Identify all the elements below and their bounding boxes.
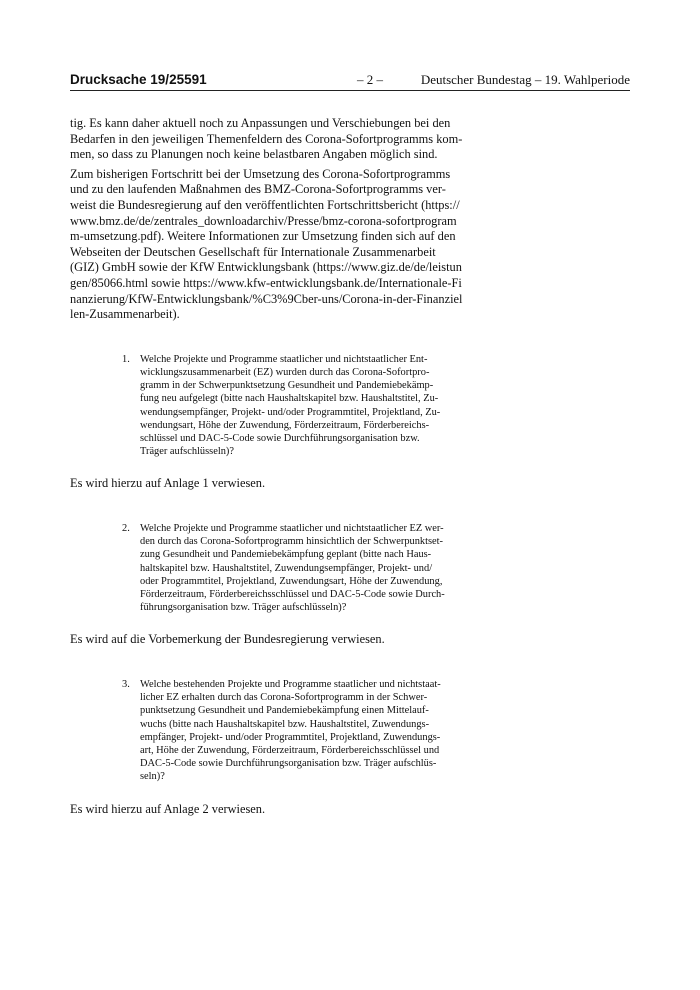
question-text: Welche Projekte und Programme staatlicher und nichtstaatlicher EZ wer- den durch das Corona-Sofortprogramm hinsichtlich der Schwerpunktset- zung Gesundheit und Pandemiebekämpfung geplant (bitte nach Haus- haltskapitel bzw. Haushaltstitel, Zuwendungsempfänger, Projekt- und/ oder Programmtitel, Projektland, Zuwendungsart, Höhe der Zuwendung, Förderzeitraum, Förderbereichsschlüssel und DAC-5-Code sowie Durch- führungsorganisation bzw. Träger aufschlüsseln)? bbox=[140, 522, 445, 614]
question-number: 3. bbox=[122, 678, 130, 690]
page-header bbox=[70, 72, 630, 88]
question-number: 2. bbox=[122, 522, 130, 534]
question-number: 1. bbox=[122, 353, 130, 365]
header-rule bbox=[70, 90, 630, 91]
document-label: Drucksache 19/ bbox=[70, 72, 170, 87]
document-body bbox=[70, 116, 474, 817]
answer-3: Es wird hierzu auf Anlage 2 verwiesen. bbox=[70, 801, 266, 816]
body-paragraph-2: Zum bisherigen Fortschritt bei der Umsetzung des Corona-Sofortprogramms und zu den laufenden Maßnahmen des BMZ-Corona-Sofortprogramms ver- weist die Bundesregierung auf den veröffentlichten Fortschrittsbericht (https:// www.bmz.de/de/zentrales_downloadarchiv/Presse/bmz-corona-sofortprogram m-umsetzung.pdf). Weitere Informationen zur Umsetzung finden sich auf den Webseiten der Deutschen Gesellschaft für Internationale Zusammenarbeit (GIZ) GmbH sowie der KfW Entwicklungsbank (https://www.giz.de/de/leistun gen/85066.html sowie https://www.kfw-entwicklungsbank.de/Internationale-Fi nanzierung/KfW-Entwicklungsbank/%C3%9Cber-uns/Corona-in-der-Finanziel len-Zusammenarbeit). bbox=[70, 166, 463, 322]
parliament-label: Deutscher Bundestag – 19. Wahlperiode bbox=[420, 72, 630, 87]
page-number: – 2 – bbox=[357, 72, 383, 87]
question-text: Welche Projekte und Programme staatlicher und nichtstaatlicher Ent- wicklungszusammenarbeit (EZ) wurden durch das Corona-Sofortpro- gramm in der Schwerpunktsetzung Gesundheit und Pandemiebekämp- fung neu aufgelegt (bitte nach Haushaltskapitel bzw. Haushaltstitel, Zu- wendungsempfänger, Projekt- und/oder Programmtitel, Projektland, Zu- wendungsart, Höhe der Zuwendung, Förderzeitraum, Förderbereichs- schlüssel und DAC-5-Code sowie Durchführungsorganisation bzw. Träger aufschlüsseln)? bbox=[140, 353, 441, 458]
document-number: 25591 bbox=[169, 72, 207, 87]
question-2 bbox=[122, 522, 474, 614]
answer-2: Es wird auf die Vorbemerkung der Bundesregierung verwiesen. bbox=[70, 632, 385, 647]
question-3 bbox=[122, 678, 474, 784]
document-id bbox=[70, 72, 207, 87]
question-1 bbox=[122, 353, 474, 459]
body-paragraph-1: tig. Es kann daher aktuell noch zu Anpassungen und Verschiebungen bei den Bedarfen in den jeweiligen Themenfeldern des Corona-Sofortprogramms kom- men, so dass zu Planungen noch keine belastbaren Angaben möglich sind. bbox=[70, 116, 463, 162]
question-text: Welche bestehenden Projekte und Programme staatlicher und nichtstaat- licher EZ erhalten durch das Corona-Sofortprogramm in der Schwer- punktsetzung Gesundheit und Pandemiebekämpfung einen Mittelauf- wuchs (bitte nach Haushaltskapitel bzw. Haushaltstitel, Zuwendungs- empfänger, Projekt- und/oder Programmtitel, Projektland, Zuwendungs- art, Höhe der Zuwendung, Förderzeitraum, Förderbereichsschlüssel und DAC-5-Code sowie Durchführungsorganisation bzw. Träger aufschlüs- seln)? bbox=[140, 678, 441, 783]
answer-1: Es wird hierzu auf Anlage 1 verwiesen. bbox=[70, 476, 266, 491]
